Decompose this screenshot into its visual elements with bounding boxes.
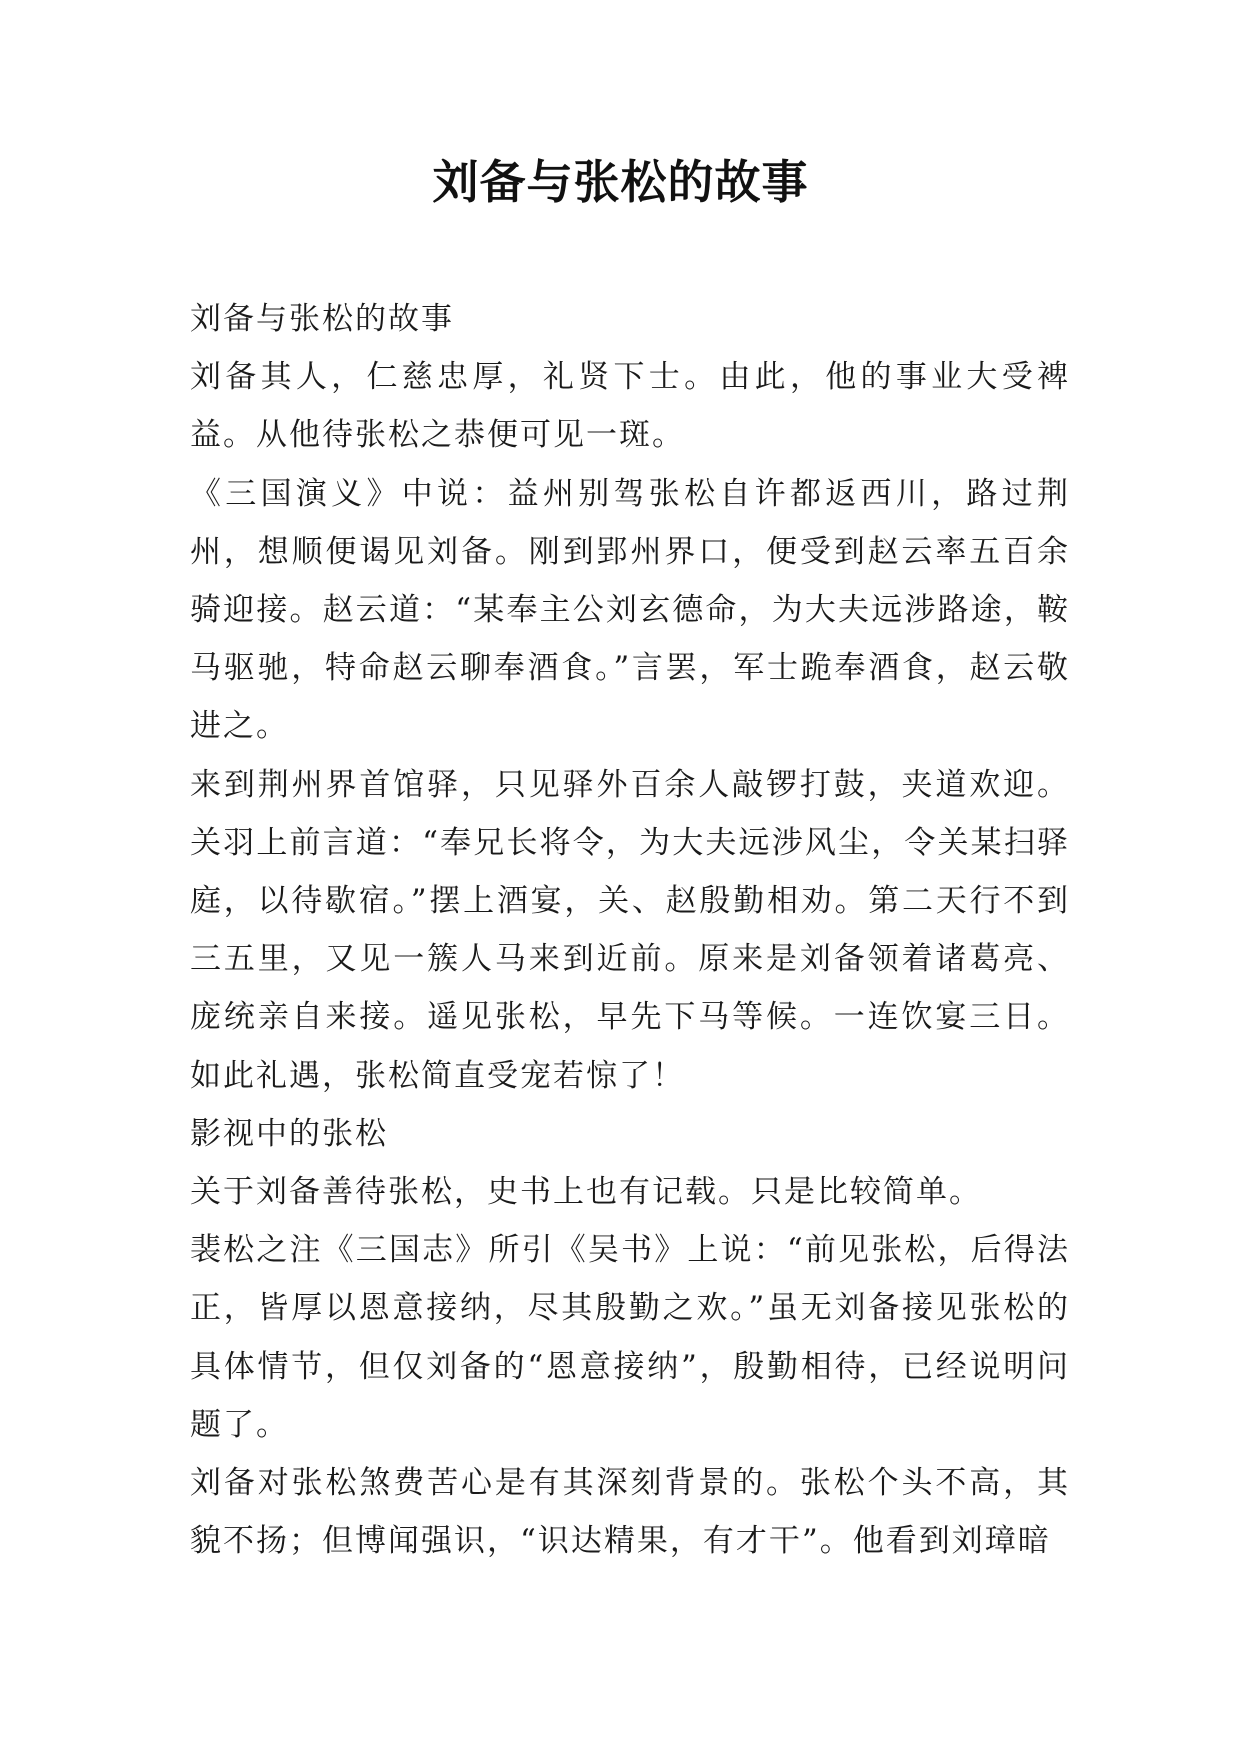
paragraph: 刘备其人，仁慈忠厚，礼贤下士。由此，他的事业大受裨益。从他待张松之恭便可见一斑。	[190, 359, 1070, 454]
document-title: 刘备与张松的故事	[432, 155, 809, 209]
paragraph: 《三国演义》中说：益州别驾张松自许都返西川，路过荆州，想顺便谒见刘备。刚到郢州界口，便受到赵云率五百余骑迎接。赵云道：“某奉主公刘玄德命，为大夫远涉路途，鞍马驱驰，特命赵云聊奉酒食。”言罢，军士跪奉酒食，赵云敬进之。	[190, 475, 1070, 745]
paragraph: 关于刘备善待张松，史书上也有记载。只是比较简单。	[190, 1174, 982, 1211]
paragraph-subtitle: 刘备与张松的故事	[190, 301, 454, 337]
paragraph: 裴松之注《三国志》所引《吴书》上说：“前见张松，后得法正，皆厚以恩意接纳，尽其殷勤之欢。”虽无刘备接见张松的具体情节，但仅刘备的“恩意接纳”，殷勤相待，已经说明问题了。	[190, 1232, 1070, 1443]
paragraph: 来到荆州界首馆驿，只见驿外百余人敲锣打鼓，夹道欢迎。关羽上前言道：“奉兄长将令，为大夫远涉风尘，令关某扫驿庭，以待歇宿。”摆上酒宴，关、赵殷勤相劝。第二天行不到三五里，又见一簇人马来到近前。原来是刘备领着诸葛亮、庞统亲自来接。遥见张松，早先下马等候。一连饮宴三日。如此礼遇，张松简直受宠若惊了！	[190, 766, 1070, 1094]
paragraph: 刘备对张松煞费苦心是有其深刻背景的。张松个头不高，其貌不扬；但博闻强识，“识达精果，有才干”。他看到刘璋暗	[190, 1465, 1070, 1560]
section-heading: 影视中的张松	[190, 1115, 388, 1152]
document-body	[190, 290, 1070, 1570]
